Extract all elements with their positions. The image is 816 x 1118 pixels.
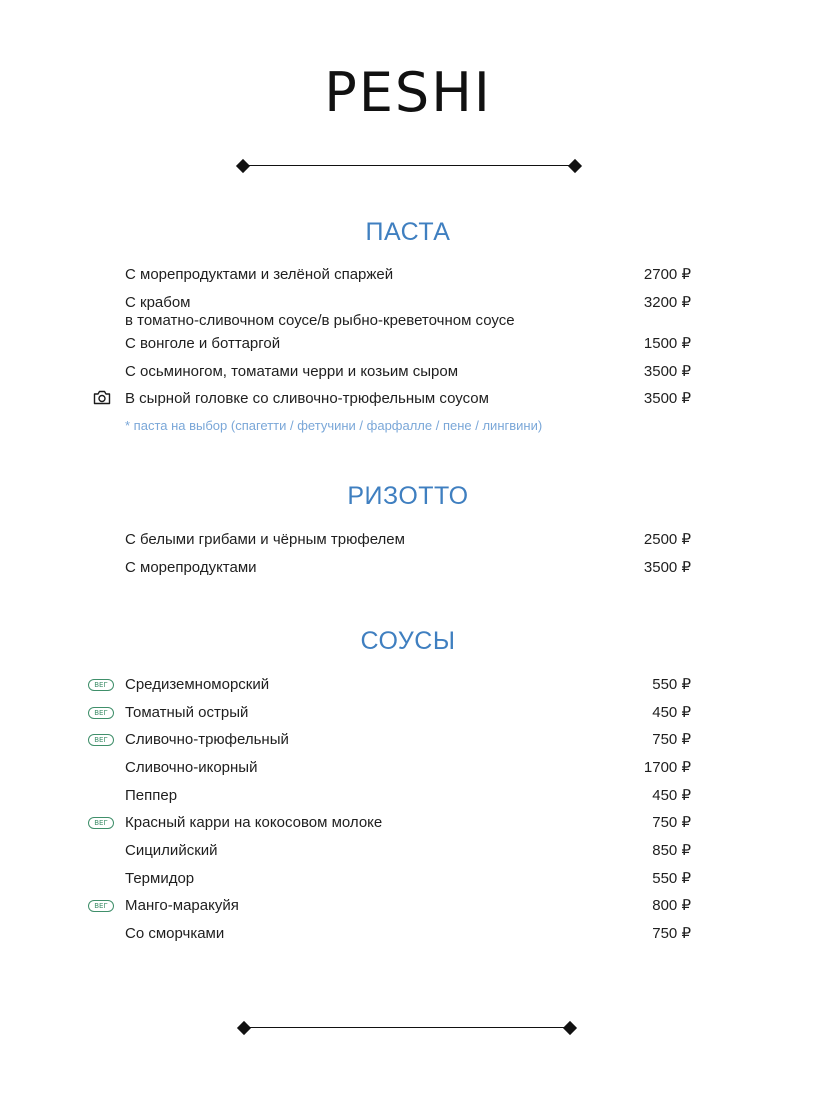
menu-item xyxy=(125,814,691,834)
item-subtitle: в томатно-сливочном соусе/в рыбно-креветочном соусе xyxy=(125,312,515,329)
top-divider xyxy=(236,158,582,174)
menu-item xyxy=(125,870,691,890)
menu-item xyxy=(125,704,691,724)
item-price: 750 ₽ xyxy=(652,731,691,748)
section-title-sauces: СОУСЫ xyxy=(360,627,456,655)
item-name: Красный карри на кокосовом молоке xyxy=(125,814,383,831)
item-name: Пеппер xyxy=(125,787,178,804)
veg-badge-icon: ВЕГ xyxy=(88,900,114,912)
veg-badge-icon: ВЕГ xyxy=(88,679,114,691)
menu-item xyxy=(125,266,691,286)
item-price: 2500 ₽ xyxy=(643,531,691,548)
item-price: 850 ₽ xyxy=(652,842,691,859)
item-name: С осьминогом, томатами черри и козьим сыром xyxy=(125,363,459,380)
section-title-pasta: ПАСТА xyxy=(365,218,451,246)
item-price: 550 ₽ xyxy=(652,676,691,693)
item-price: 750 ₽ xyxy=(652,814,691,831)
menu-item xyxy=(125,559,691,579)
item-name: С морепродуктами и зелёной спаржей xyxy=(125,266,394,283)
menu-item xyxy=(125,294,691,328)
item-price: 800 ₽ xyxy=(652,897,691,914)
item-price: 1700 ₽ xyxy=(643,759,691,776)
item-price: 750 ₽ xyxy=(652,925,691,942)
item-price: 450 ₽ xyxy=(652,704,691,721)
menu-item xyxy=(125,787,691,807)
menu-item xyxy=(125,731,691,751)
item-name: В сырной головке со сливочно-трюфельным соусом xyxy=(125,390,489,407)
veg-badge-icon: ВЕГ xyxy=(88,707,114,719)
item-price: 3500 ₽ xyxy=(643,363,691,380)
menu-item xyxy=(125,676,691,696)
menu-item xyxy=(125,531,691,551)
veg-badge-icon: ВЕГ xyxy=(88,817,114,829)
item-price: 3500 ₽ xyxy=(643,559,691,576)
pasta-note: * паста на выбор (спагетти / фетучини / фарфалле / пене / лингвини) xyxy=(125,418,543,433)
menu-item xyxy=(125,335,691,355)
item-price: 3500 ₽ xyxy=(643,390,691,407)
item-price: 3200 ₽ xyxy=(643,294,691,311)
item-name: С белыми грибами и чёрным трюфелем xyxy=(125,531,405,548)
item-name: Томатный острый xyxy=(125,704,249,721)
menu-item xyxy=(125,842,691,862)
item-name: С вонголе и боттаргой xyxy=(125,335,281,352)
brand-logo: PESHI xyxy=(324,61,492,124)
item-name: Термидор xyxy=(125,870,195,887)
item-name: С крабом xyxy=(125,294,191,311)
item-name: Сливочно-икорный xyxy=(125,759,258,776)
menu-item xyxy=(125,925,691,945)
menu-item xyxy=(125,363,691,383)
camera-icon[interactable] xyxy=(93,390,111,405)
item-price: 550 ₽ xyxy=(652,870,691,887)
item-price: 450 ₽ xyxy=(652,787,691,804)
menu-item xyxy=(125,390,691,410)
item-name: С морепродуктами xyxy=(125,559,257,576)
item-name: Средиземноморский xyxy=(125,676,270,693)
item-name: Со сморчками xyxy=(125,925,225,942)
bottom-divider xyxy=(237,1020,577,1036)
item-name: Сливочно-трюфельный xyxy=(125,731,289,748)
item-name: Сицилийский xyxy=(125,842,218,859)
veg-badge-icon: ВЕГ xyxy=(88,734,114,746)
menu-item xyxy=(125,897,691,917)
item-price: 2700 ₽ xyxy=(643,266,691,283)
item-name: Манго-маракуйя xyxy=(125,897,239,914)
section-title-risotto: РИЗОТТО xyxy=(347,482,469,510)
item-price: 1500 ₽ xyxy=(643,335,691,352)
menu-item xyxy=(125,759,691,779)
